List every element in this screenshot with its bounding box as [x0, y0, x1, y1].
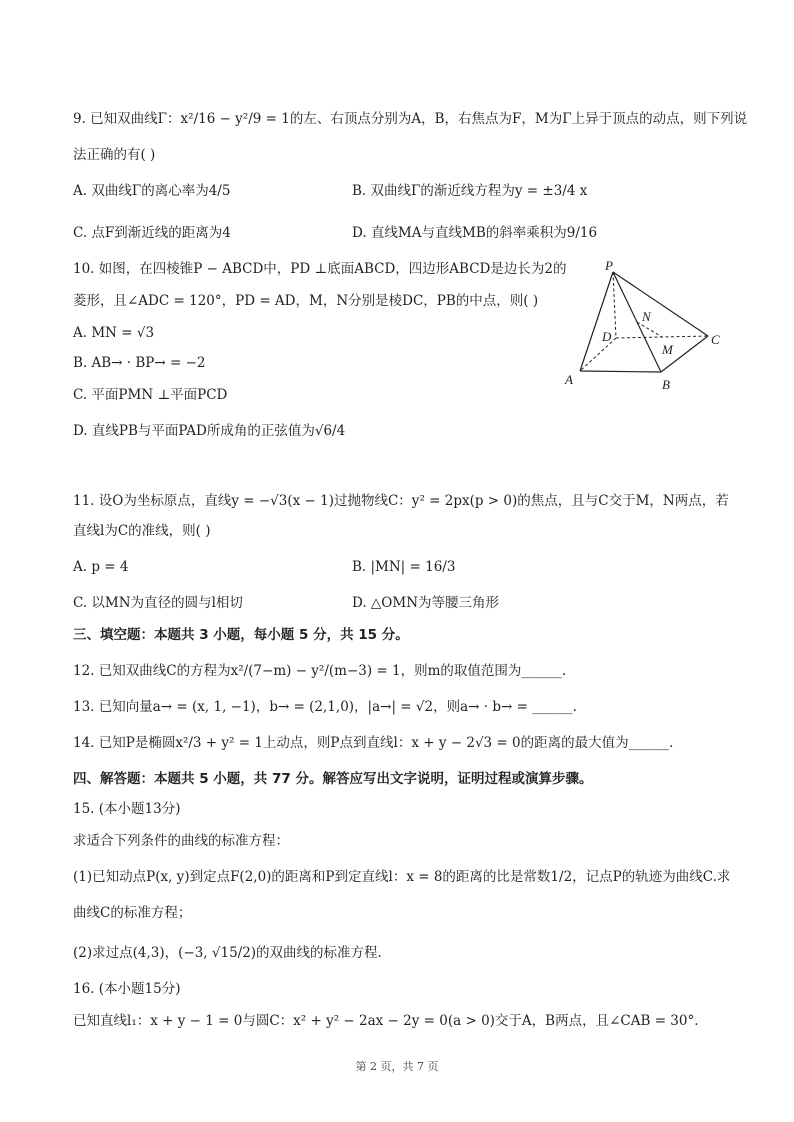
q10-stem-line2: 菱形，且∠ADC = 120°，PD = AD，M，N分别是棱DC，PB的中点，则( )	[73, 293, 539, 309]
q9-option-c: C. 点F到渐近线的距离为4	[73, 225, 231, 241]
q10-option-d: D. 直线PB与平面PAD所成角的正弦值为√6/4	[73, 423, 346, 439]
q9-stem-line2: 法正确的有( )	[73, 147, 156, 163]
q15-part1-line1: (1)已知动点P(x, y)到定点F(2,0)的距离和P到定直线l：x = 8的距离的比是常数1/2，记点P的轨迹为曲线C.求	[73, 869, 731, 885]
edge-ab	[580, 371, 661, 372]
edge-pd	[613, 272, 616, 338]
q16-stem: 已知直线l₁：x + y − 1 = 0与圆C：x² + y² − 2ax − 2y = 0(a > 0)交于A，B两点，且∠CAB = 30°.	[73, 1013, 699, 1029]
label-c: C	[711, 332, 720, 347]
page-footer: 第 2 页，共 7 页	[355, 1060, 439, 1073]
q10-stem-line1: 10. 如图，在四棱锥P − ABCD中，PD ⊥底面ABCD，四边形ABCD是边长为2的	[73, 261, 567, 277]
q15-header: 15. (本小题13分)	[73, 801, 181, 817]
q11-option-a: A. p = 4	[73, 559, 129, 575]
q13: 13. 已知向量a→ = (x, 1, −1)，b→ = (2,1,0)，|a→| = √2，则a→ · b→ = ______.	[73, 699, 577, 715]
edge-pc	[613, 272, 708, 336]
section-4-heading: 四、解答题：本题共 5 小题，共 77 分。解答应写出文字说明，证明过程或演算步骤。	[73, 771, 593, 787]
label-m: M	[662, 342, 673, 357]
q15-part2: (2)求过点(4,3)，(−3, √15/2)的双曲线的标准方程.	[73, 945, 382, 961]
label-b: B	[662, 377, 670, 392]
q11-option-b: B. |MN| = 16/3	[352, 559, 456, 575]
edge-pb	[613, 272, 661, 372]
q11-stem-line1: 11. 设O为坐标原点，直线y = −√3(x − 1)过抛物线C：y² = 2px(p > 0)的焦点，且与C交于M，N两点，若	[73, 493, 729, 509]
label-d: D	[602, 329, 612, 344]
q9-option-a: A. 双曲线Γ的离心率为4/5	[73, 183, 231, 199]
q11-stem-line2: 直线l为C的准线，则( )	[73, 523, 211, 539]
q11-option-c: C. 以MN为直径的圆与l相切	[73, 595, 243, 611]
q11-option-d: D. △OMN为等腰三角形	[352, 595, 500, 611]
q9-stem-line1: 9. 已知双曲线Γ：x²/16 − y²/9 = 1的左、右顶点分别为A，B，右焦点为F，M为Γ上异于顶点的动点，则下列说	[73, 111, 748, 127]
q12: 12. 已知双曲线C的方程为x²/(7−m) − y²/(m−3) = 1，则m的取值范围为______.	[73, 663, 567, 679]
q14: 14. 已知P是椭圆x²/3 + y² = 1上动点，则P点到直线l：x + y − 2√3 = 0的距离的最大值为______.	[73, 735, 674, 751]
q15-part1-line2: 曲线C的标准方程；	[73, 905, 192, 921]
label-p: P	[605, 258, 613, 273]
label-a: A	[565, 372, 573, 387]
q9-option-b: B. 双曲线Γ的渐近线方程为y = ±3/4 x	[352, 183, 588, 199]
edge-pa	[580, 272, 613, 371]
q9-option-d: D. 直线MA与直线MB的斜率乘积为9/16	[352, 225, 598, 241]
q15-intro: 求适合下列条件的曲线的标准方程：	[73, 833, 289, 849]
section-3-heading: 三、填空题：本题共 3 小题，每小题 5 分，共 15 分。	[73, 627, 409, 643]
label-n: N	[642, 309, 651, 324]
q10-option-c: C. 平面PMN ⊥平面PCD	[73, 387, 228, 403]
pyramid-figure	[556, 258, 726, 394]
q10-option-a: A. MN = √3	[73, 325, 155, 341]
q10-option-b: B. AB→ · BP→ = −2	[73, 355, 206, 371]
q16-header: 16. (本小题15分)	[73, 981, 181, 997]
